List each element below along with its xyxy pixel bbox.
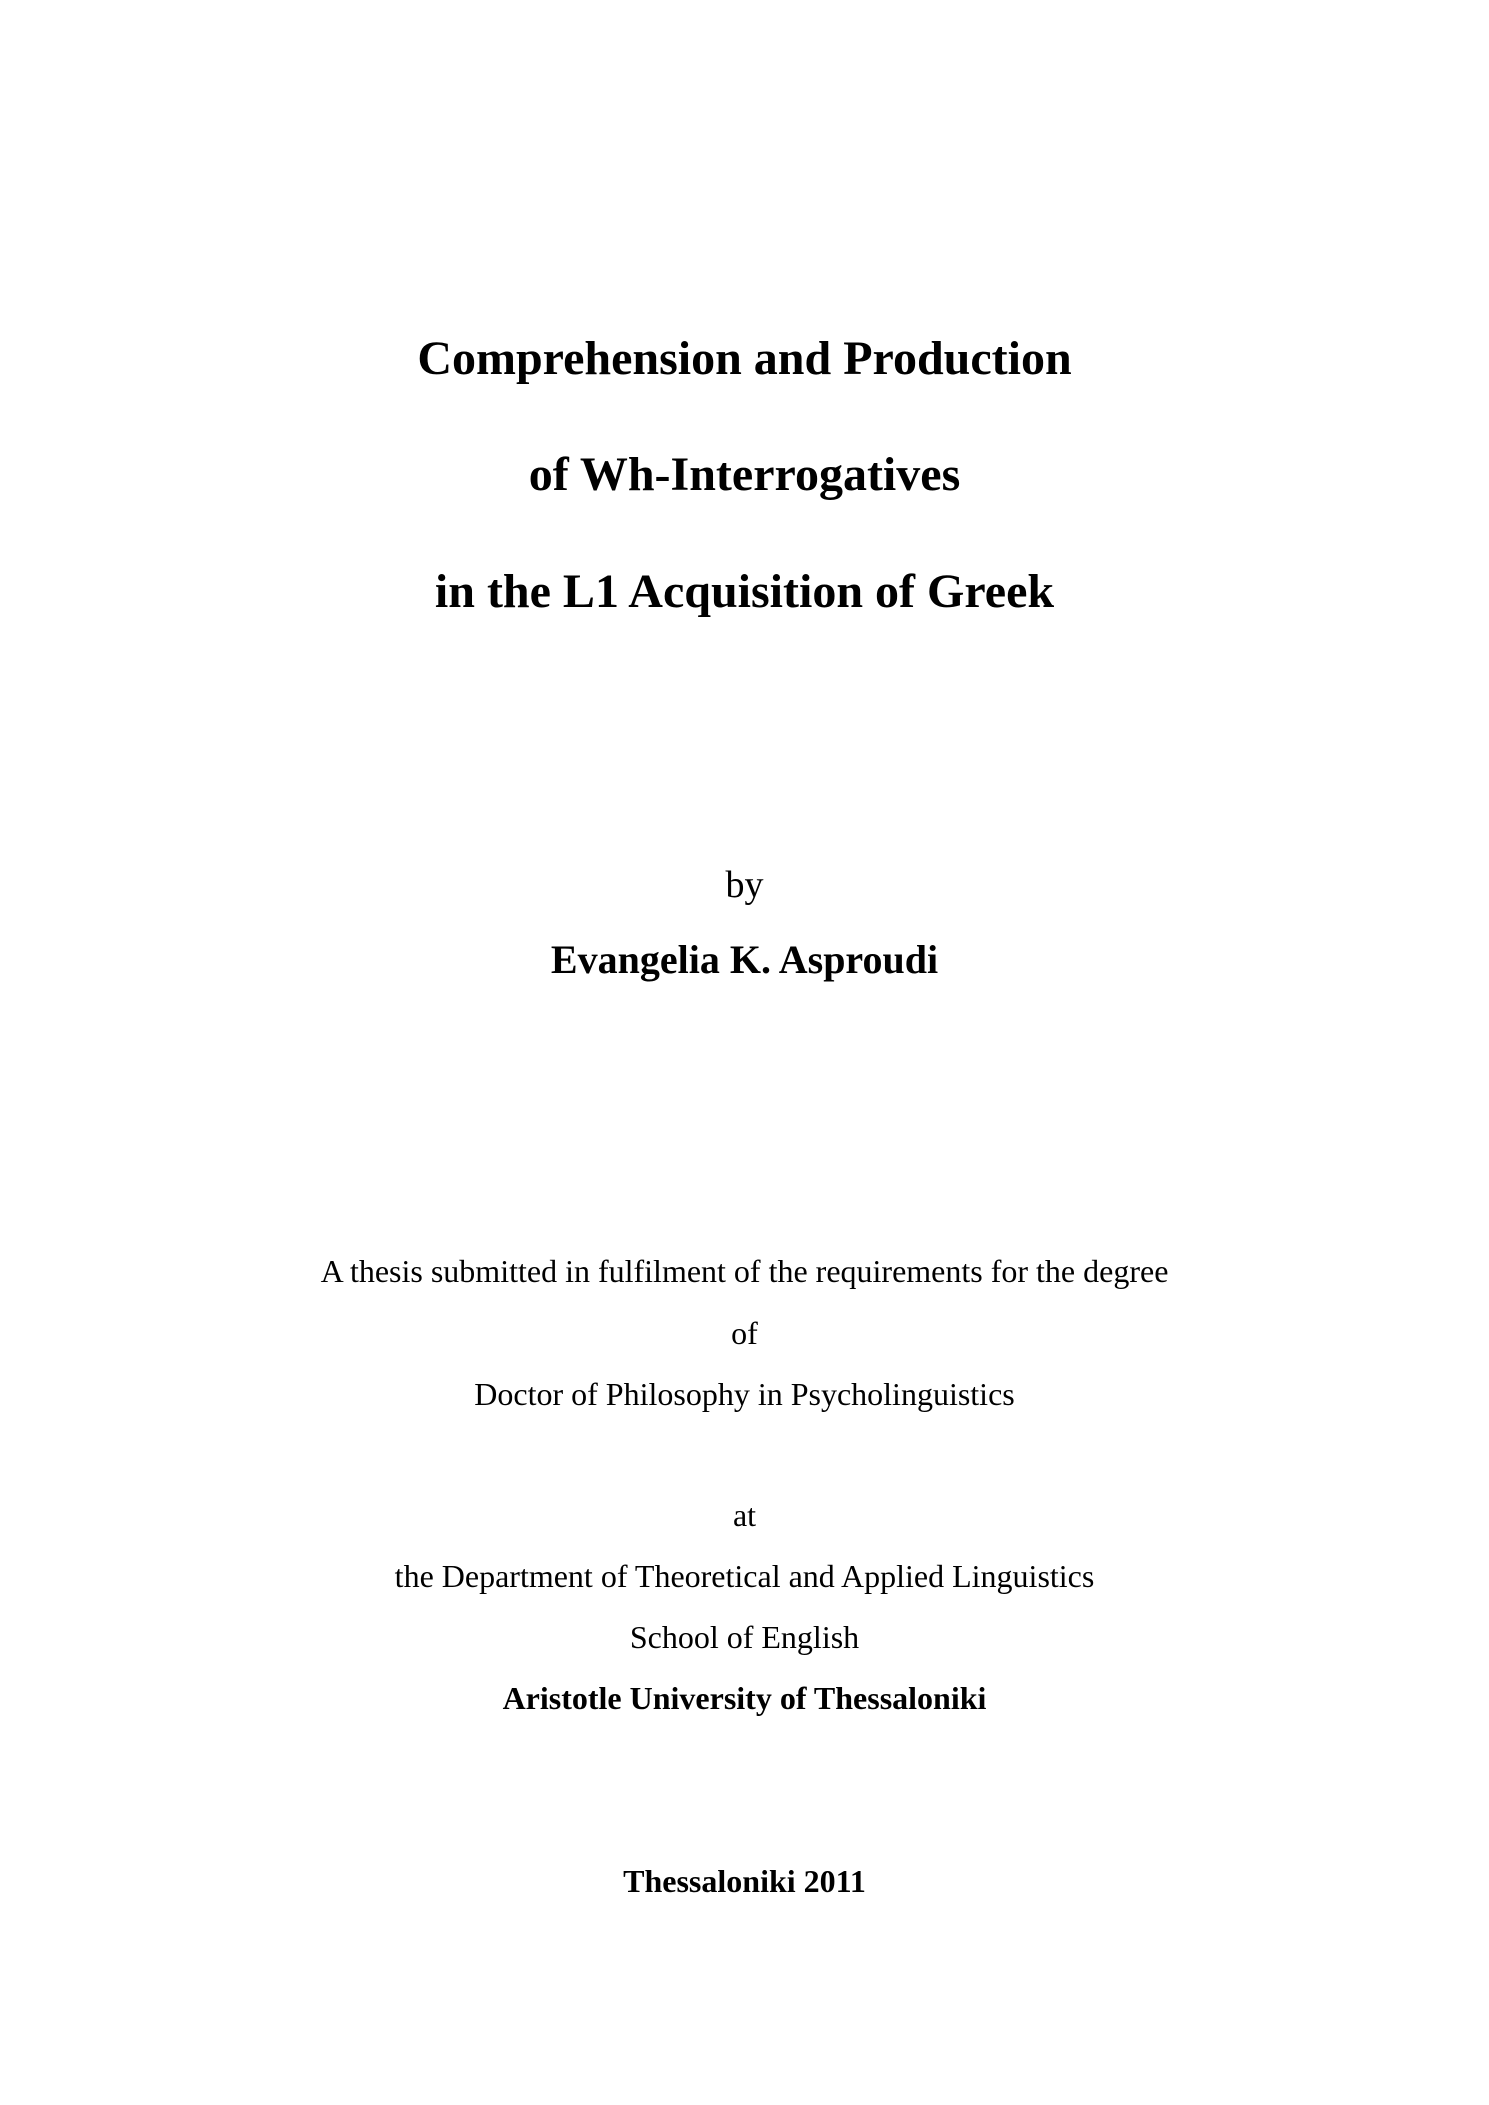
place-date: Thessaloniki 2011 bbox=[623, 1863, 866, 1899]
title-line-1: Comprehension and Production bbox=[417, 332, 1072, 385]
degree-line-1: A thesis submitted in fulfilment of the requirements for the degree bbox=[320, 1253, 1169, 1289]
institution-department: the Department of Theoretical and Applied Linguistics bbox=[394, 1558, 1095, 1594]
title-line-2: of Wh-Interrogatives bbox=[528, 448, 961, 501]
institution-at: at bbox=[732, 1497, 757, 1533]
institution-school: School of English bbox=[629, 1619, 860, 1655]
degree-line-3: Doctor of Philosophy in Psycholinguistics bbox=[474, 1376, 1015, 1412]
degree-line-2: of bbox=[731, 1315, 758, 1351]
title-line-3: in the L1 Acquisition of Greek bbox=[434, 565, 1055, 618]
institution-university: Aristotle University of Thessaloniki bbox=[502, 1680, 987, 1716]
author-name: Evangelia K. Asproudi bbox=[550, 937, 939, 982]
author-by: by bbox=[725, 864, 764, 906]
